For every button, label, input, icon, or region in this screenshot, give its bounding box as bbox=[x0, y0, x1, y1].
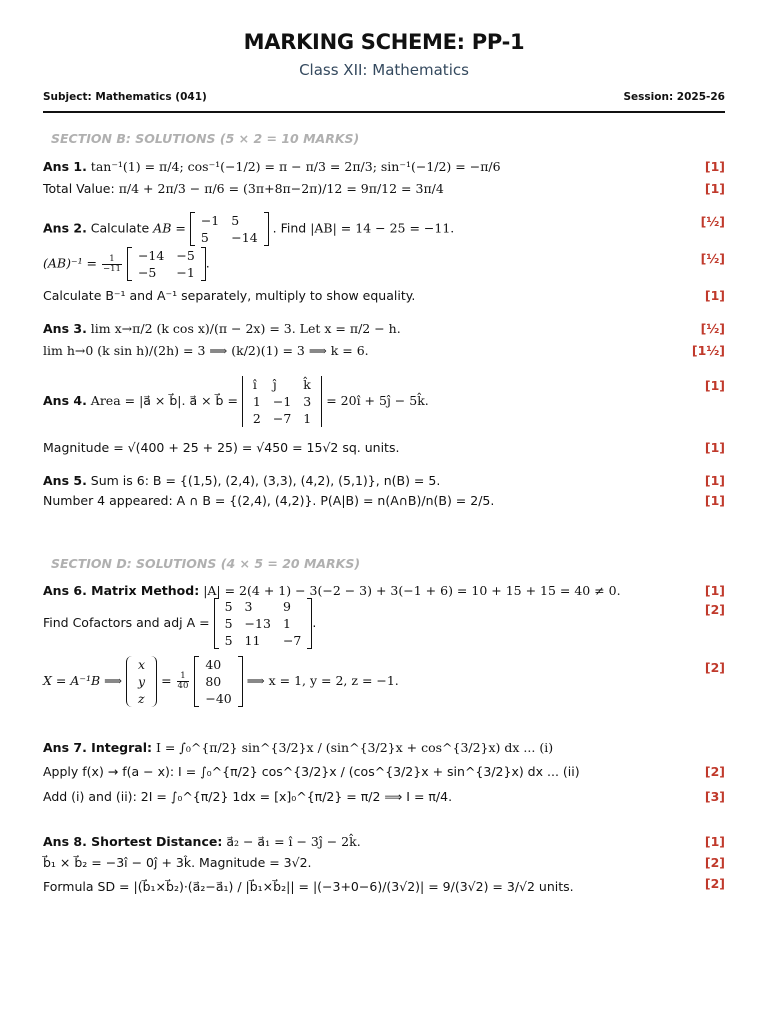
header-divider bbox=[43, 111, 725, 113]
ans1-expr: tan⁻¹(1) = π/4; cos⁻¹(−1/2) = π − π/3 = 2π/3; sin⁻¹(−1/2) = −π/6 bbox=[90, 159, 501, 174]
ans6-mark-3: [2] bbox=[704, 660, 725, 675]
ans3-line2 bbox=[43, 343, 703, 358]
ans1-line1 bbox=[43, 159, 703, 174]
ans1-line2 bbox=[43, 181, 703, 196]
session-label: Session: 2025-26 bbox=[623, 91, 725, 103]
ans7-expr1: I = ∫₀^{π/2} sin^{3/2}x / (sin^{3/2}x + cos^{3/2}x) dx ... (i) bbox=[155, 740, 554, 755]
ans8-line3: Formula SD = |(b⃗₁×b⃗₂)·(a⃗₂−a⃗₁) / |b⃗₁×b⃗₂|| = |(−3+0−6)/(3√2)| = 9/(3√2) = 3/√2 units. bbox=[43, 879, 574, 894]
adj-cell: 1 bbox=[282, 616, 291, 631]
rhs-cell: 40 bbox=[205, 657, 222, 672]
ans6-cofactors-text: Find Cofactors and adj A = bbox=[43, 615, 210, 630]
ans2-mark-1: [½] bbox=[700, 214, 725, 229]
det-cell: î bbox=[252, 377, 257, 392]
adj-cell: −13 bbox=[244, 616, 271, 631]
frac-den: 40 bbox=[177, 681, 189, 691]
ans6-frac: $\frac{1}{40}$ bbox=[177, 671, 189, 691]
ans2-ab: AB = bbox=[153, 220, 186, 236]
ab-cell: 5 bbox=[231, 213, 240, 228]
inv-cell: −5 bbox=[137, 265, 157, 280]
ans1-total-expr: π/4 + 2π/3 − π/6 = (3π+8π−2π)/12 = 9π/12 = 3π/4 bbox=[118, 181, 444, 196]
ans6-expr1: |A| = 2(4 + 1) − 3(−2 − 3) + 3(−1 + 6) = 10 + 15 + 15 = 40 ≠ 0. bbox=[203, 583, 621, 598]
ans7-line2: Apply f(x) → f(a − x): I = ∫₀^{π/2} cos^{3/2}x / (cos^{3/2}x + sin^{3/2}x) dx ... (ii) bbox=[43, 764, 580, 779]
ans4-mark-1: [1] bbox=[704, 378, 725, 393]
ans7-mark-1: [2] bbox=[704, 764, 725, 779]
det-cell: k̂ bbox=[303, 377, 311, 392]
ab-matrix bbox=[190, 212, 269, 246]
x-vector bbox=[126, 656, 157, 707]
ans5-line1 bbox=[43, 473, 703, 488]
ans4-expr-pre: Area = |a⃗ × b⃗|. a⃗ × b⃗ = bbox=[90, 393, 238, 408]
ans2-mark-3: [1] bbox=[704, 288, 725, 303]
adj-cell: 3 bbox=[244, 599, 253, 614]
det-cell: −1 bbox=[272, 394, 292, 409]
ans1-mark-2: [1] bbox=[704, 181, 725, 196]
ans7-line1 bbox=[43, 740, 703, 755]
ans6-line3: X = A⁻¹B ⟹ x y z = $\frac{1}{40}$ 40 80 −40 ⟹ x = 1, y = 2, z = −1. bbox=[43, 657, 399, 706]
adj-cell: 5 bbox=[224, 633, 233, 648]
ans2-inv-frac bbox=[102, 255, 122, 274]
rhs-cell: 80 bbox=[205, 674, 222, 689]
ans4-expr-post: = 20î + 5ĵ − 5k̂. bbox=[326, 393, 429, 408]
ans2-mark-2: [½] bbox=[700, 251, 725, 266]
cross-product-determinant bbox=[242, 376, 322, 427]
ans5-mark-1: [1] bbox=[704, 473, 725, 488]
ans5-mark-2: [1] bbox=[704, 493, 725, 508]
inv-cell: −1 bbox=[176, 265, 195, 280]
xvec-cell: z bbox=[138, 691, 145, 706]
ans6-line1 bbox=[43, 583, 703, 598]
ans2-label: Ans 2. bbox=[43, 220, 87, 236]
section-d-heading: SECTION D: SOLUTIONS (4 × 5 = 20 MARKS) bbox=[51, 556, 361, 571]
adjoint-matrix bbox=[214, 598, 313, 649]
ans4-line1 bbox=[43, 376, 703, 427]
inverse-matrix bbox=[127, 247, 206, 281]
ans7-line3: Add (i) and (ii): 2I = ∫₀^{π/2} 1dx = [x]₀^{π/2} = π/2 ⟹ I = π/4. bbox=[43, 789, 453, 804]
adj-cell: 9 bbox=[282, 599, 291, 614]
ans2-line3: Calculate B⁻¹ and A⁻¹ separately, multiply to show equality. bbox=[43, 288, 416, 303]
ans2-line1 bbox=[43, 212, 703, 246]
ans3-mark-2: [1½] bbox=[691, 343, 725, 358]
ans3-expr1: lim x→π/2 (k cos x)/(π − 2x) = 3. Let x = π/2 − h. bbox=[90, 321, 401, 336]
ans5-expr1: Sum is 6: B = {(1,5), (2,4), (3,3), (4,2), (5,1)}, n(B) = 5. bbox=[90, 473, 441, 488]
ans5-label: Ans 5. bbox=[43, 473, 87, 488]
ans3-line1 bbox=[43, 321, 703, 336]
ans2-inv-lhs: (AB)⁻¹ = bbox=[43, 255, 98, 271]
ans8-expr1: a⃗₂ − a⃗₁ = î − 3ĵ − 2k̂. bbox=[226, 834, 361, 849]
ans2-calc: Calculate bbox=[90, 220, 150, 236]
frac-den: −11 bbox=[103, 263, 121, 274]
ans2-det: |AB| = 14 − 25 = −11. bbox=[310, 220, 455, 236]
ans2-find: . Find bbox=[272, 220, 307, 236]
rhs-cell: −40 bbox=[205, 691, 232, 706]
det-cell: ĵ bbox=[272, 377, 277, 392]
inv-cell: −14 bbox=[137, 248, 165, 263]
det-cell: 3 bbox=[303, 394, 312, 409]
ans1-label: Ans 1. bbox=[43, 159, 87, 174]
ans7-label: Ans 7. Integral: bbox=[43, 740, 152, 755]
ans8-line2: b⃗₁ × b⃗₂ = −3î − 0ĵ + 3k̂. Magnitude = 3√2. bbox=[43, 855, 312, 870]
ans1-mark-1: [1] bbox=[704, 159, 725, 174]
inv-cell: −5 bbox=[176, 248, 195, 263]
ans7-mark-2: [3] bbox=[704, 789, 725, 804]
ans6-label: Ans 6. Matrix Method: bbox=[43, 583, 200, 598]
ans2-line2: (AB)⁻¹ = $\frac{1}{-11}$ −14 −5 −5 −1 . bbox=[43, 248, 210, 280]
adj-cell: 5 bbox=[224, 599, 233, 614]
det-cell: 2 bbox=[252, 411, 261, 426]
ans6-result: ⟹ x = 1, y = 2, z = −1. bbox=[246, 673, 399, 688]
ab-cell: −14 bbox=[231, 230, 258, 245]
frac-num: 1 bbox=[102, 255, 122, 265]
ans6-lhs: X = A⁻¹B ⟹ bbox=[43, 673, 123, 688]
ab-cell: 5 bbox=[200, 230, 209, 245]
section-b-heading: SECTION B: SOLUTIONS (5 × 2 = 10 MARKS) bbox=[51, 131, 360, 146]
det-cell: 1 bbox=[252, 394, 261, 409]
ans6-mark-1: [1] bbox=[704, 583, 725, 598]
ans3-expr2: lim h→0 (k sin h)/(2h) = 3 ⟹ (k/2)(1) = 3 ⟹ k = 6. bbox=[43, 343, 369, 358]
adj-cell: 11 bbox=[244, 633, 261, 648]
meta-row bbox=[43, 91, 725, 107]
page-title: MARKING SCHEME: PP-1 bbox=[243, 30, 525, 54]
det-cell: −7 bbox=[272, 411, 292, 426]
ans3-mark-1: [½] bbox=[700, 321, 725, 336]
ans4-label: Ans 4. bbox=[43, 393, 87, 408]
ans3-label: Ans 3. bbox=[43, 321, 87, 336]
ans6-mark-2: [2] bbox=[704, 602, 725, 617]
ans8-mark-3: [2] bbox=[704, 876, 725, 891]
ans8-mark-2: [2] bbox=[704, 855, 725, 870]
ans5-line2: Number 4 appeared: A ∩ B = {(2,4), (4,2)}. P(A|B) = n(A∩B)/n(B) = 2/5. bbox=[43, 493, 495, 508]
rhs-vector bbox=[194, 656, 242, 707]
det-cell: 1 bbox=[303, 411, 312, 426]
adj-cell: 5 bbox=[224, 616, 233, 631]
page-subtitle: Class XII: Mathematics bbox=[299, 61, 469, 79]
ans4-line2: Magnitude = √(400 + 25 + 25) = √450 = 15√2 sq. units. bbox=[43, 440, 400, 455]
adj-cell: −7 bbox=[282, 633, 302, 648]
subject-label: Subject: Mathematics (041) bbox=[43, 91, 207, 103]
ab-cell: −1 bbox=[200, 213, 220, 228]
xvec-cell: y bbox=[138, 674, 146, 689]
ans8-mark-1: [1] bbox=[704, 834, 725, 849]
ans8-label: Ans 8. Shortest Distance: bbox=[43, 834, 223, 849]
ans8-line1 bbox=[43, 834, 703, 849]
ans4-mark-2: [1] bbox=[704, 440, 725, 455]
ans1-total-label: Total Value: bbox=[43, 181, 115, 196]
ans6-line2: Find Cofactors and adj A = 5 3 9 5 −13 1 5 11 −7 . bbox=[43, 599, 317, 648]
xvec-cell: x bbox=[138, 657, 146, 672]
